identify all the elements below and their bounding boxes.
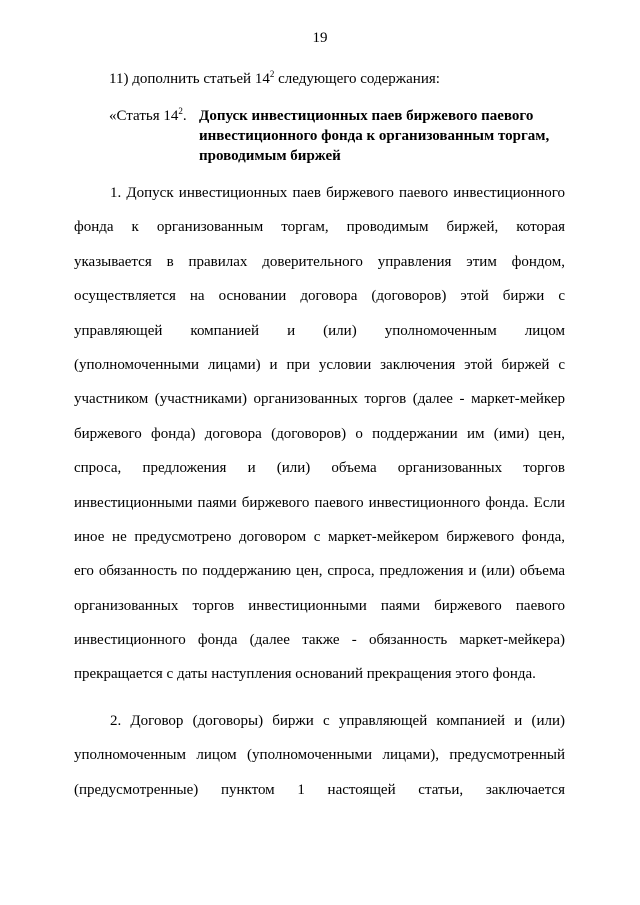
text-line: управляющей компанией и (или) уполномоченным лицом	[74, 322, 565, 339]
text-line: (уполномоченными лицами) и при условии заключения этой биржей с	[74, 356, 565, 373]
article-title-line: инвестиционного фонда к организованным торгам,	[199, 128, 550, 144]
text-line: его обязанность по поддержанию цен, спроса, предложения и (или) объема	[74, 563, 565, 580]
intro-superscript: 2	[269, 69, 275, 79]
page-number: 19	[312, 30, 328, 46]
intro-text: 11) дополнить статьей 14	[109, 71, 270, 87]
article-title-line: Допуск инвестиционных паев биржевого паевого	[199, 108, 534, 124]
text-line: иное не предусмотрено договором с маркет-мейкером биржевого фонда,	[74, 528, 565, 545]
paragraph-1	[74, 176, 565, 692]
text-line: осуществляется на основании договора (договоров) этой биржи с	[74, 288, 565, 305]
paragraph-gap	[74, 692, 565, 704]
text-line: инвестиционными паями биржевого паевого инвестиционного фонда. Если	[74, 494, 565, 511]
article-label: «Статья $14^2$.	[109, 106, 187, 124]
text-line: инвестиционного фонда (далее также - обязанность маркет-мейкера)	[74, 632, 565, 649]
text-line: фонда к организованным торгам, проводимым биржей, которая	[74, 219, 565, 236]
article-body	[74, 176, 565, 807]
intro-text-suffix: следующего содержания:	[274, 71, 440, 87]
text-line: спроса, предложения и (или) объема организованных торгов	[74, 460, 565, 477]
article-title-line: проводимым биржей	[199, 148, 341, 164]
paragraph-2	[74, 704, 565, 807]
text-line: указывается в правилах доверительного управления этим фондом,	[74, 253, 565, 270]
text-line: биржевого фонда) договора (договоров) о поддержании им (ими) цен,	[74, 425, 565, 442]
article-title	[199, 106, 579, 166]
text-line: прекращается с даты наступления оснований прекращения этого фонда.	[74, 666, 536, 683]
text-line: уполномоченным лицом (уполномоченными лицами), предусмотренный	[74, 747, 565, 764]
text-line: организованных торгов инвестиционными паями биржевого паевого	[74, 597, 565, 614]
text-line: участником (участниками) организованных торгов (далее - маркет-мейкер	[74, 391, 565, 408]
text-line: (предусмотренные) пунктом 1 настоящей статьи, заключается	[74, 781, 565, 798]
text-line: 1. Допуск инвестиционных паев биржевого паевого инвестиционного	[110, 185, 565, 201]
amendment-intro	[109, 71, 440, 88]
text-line: 2. Договор (договоры) биржи с управляющей компанией и (или)	[110, 712, 565, 729]
